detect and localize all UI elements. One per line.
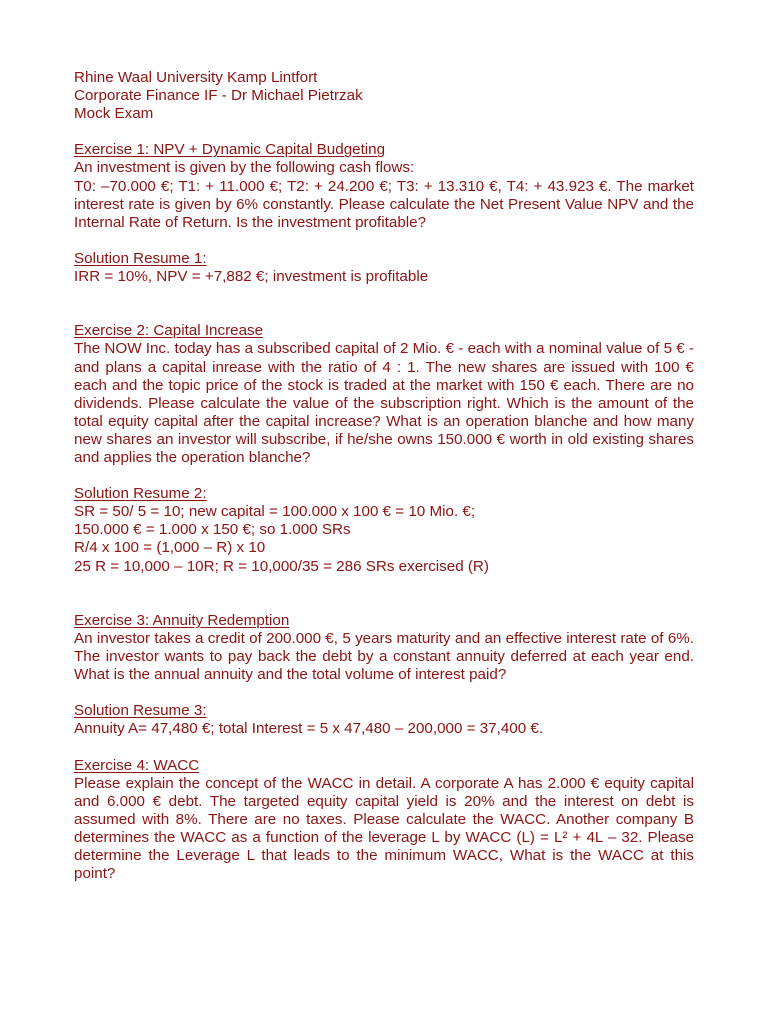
- course-title: Corporate Finance IF - Dr Michael Pietrzak: [74, 87, 363, 105]
- solution-1-title: Solution Resume 1:: [74, 249, 207, 267]
- exam-title: Mock Exam: [74, 105, 154, 123]
- exercise-1-body: T0: –70.000 €; T1: + 11.000 €; T2: + 24.200 €; T3: + 13.310 €, T4: + 43.923 €. The market interest rate is given by 6% constantly. Please calculate the Net Present Value NPV and the Internal Rate of Return. Is the investment profitable?: [74, 177, 694, 231]
- exercise-1-intro: An investment is given by the following cash flows:: [74, 159, 415, 177]
- solution-3-title: Solution Resume 3:: [74, 702, 207, 720]
- solution-1-text: IRR = 10%, NPV = +7,882 €; investment is profitable: [74, 268, 429, 286]
- solution-2-line: 150.000 € = 1.000 x 150 €; so 1.000 SRs: [74, 521, 351, 539]
- exercise-2-title: Exercise 2: Capital Increase: [74, 322, 264, 340]
- exercise-3-title: Exercise 3: Annuity Redemption: [74, 611, 290, 629]
- exercise-4-title: Exercise 4: WACC: [74, 756, 200, 774]
- exercise-2-body: The NOW Inc. today has a subscribed capital of 2 Mio. € - each with a nominal value of 5 € - and plans a capital inrease with the ratio of 4 : 1. The new shares are issued with 100 € each and the topic price of the stock is traded at the market with 150 € each. There are no dividends. Please calculate the value of the subscription right. Which is the amount of the total equity capital after the capital increase? What is an operation blanche and how many new shares an investor will subscribe, if he/she owns 150.000 € worth in old existing shares and applies the operation blanche?: [74, 340, 694, 466]
- document-page: [74, 69, 694, 883]
- exercise-1-title: Exercise 1: NPV + Dynamic Capital Budgeting: [74, 141, 386, 159]
- solution-2-line: R/4 x 100 = (1,000 – R) x 10: [74, 539, 266, 557]
- solution-2-title: Solution Resume 2:: [74, 485, 207, 503]
- solution-3-text: Annuity A= 47,480 €; total Interest = 5 x 47,480 – 200,000 = 37,400 €.: [74, 720, 544, 738]
- university-name: Rhine Waal University Kamp Lintfort: [74, 69, 318, 86]
- solution-2-line: SR = 50/ 5 = 10; new capital = 100.000 x 100 € = 10 Mio. €;: [74, 503, 476, 521]
- exercise-4-body: Please explain the concept of the WACC in detail. A corporate A has 2.000 € equity capital and 6.000 € debt. The targeted equity capital yield is 20% and the interest on debt is assumed with 8%. There are no taxes. Please calculate the WACC. Another company B determines the WACC as a function of the leverage L by WACC (L) = L² + 4L – 32. Please determine the Leverage L that leads to the minimum WACC, What is the WACC at this point?: [74, 774, 694, 883]
- exercise-3-body: An investor takes a credit of 200.000 €, 5 years maturity and an effective interest rate of 6%. The investor wants to pay back the debt by a constant annuity deferred at each year end. What is the annual annuity and the total volume of interest paid?: [74, 629, 694, 684]
- solution-2-line: 25 R = 10,000 – 10R; R = 10,000/35 = 286 SRs exercised (R): [74, 557, 489, 575]
